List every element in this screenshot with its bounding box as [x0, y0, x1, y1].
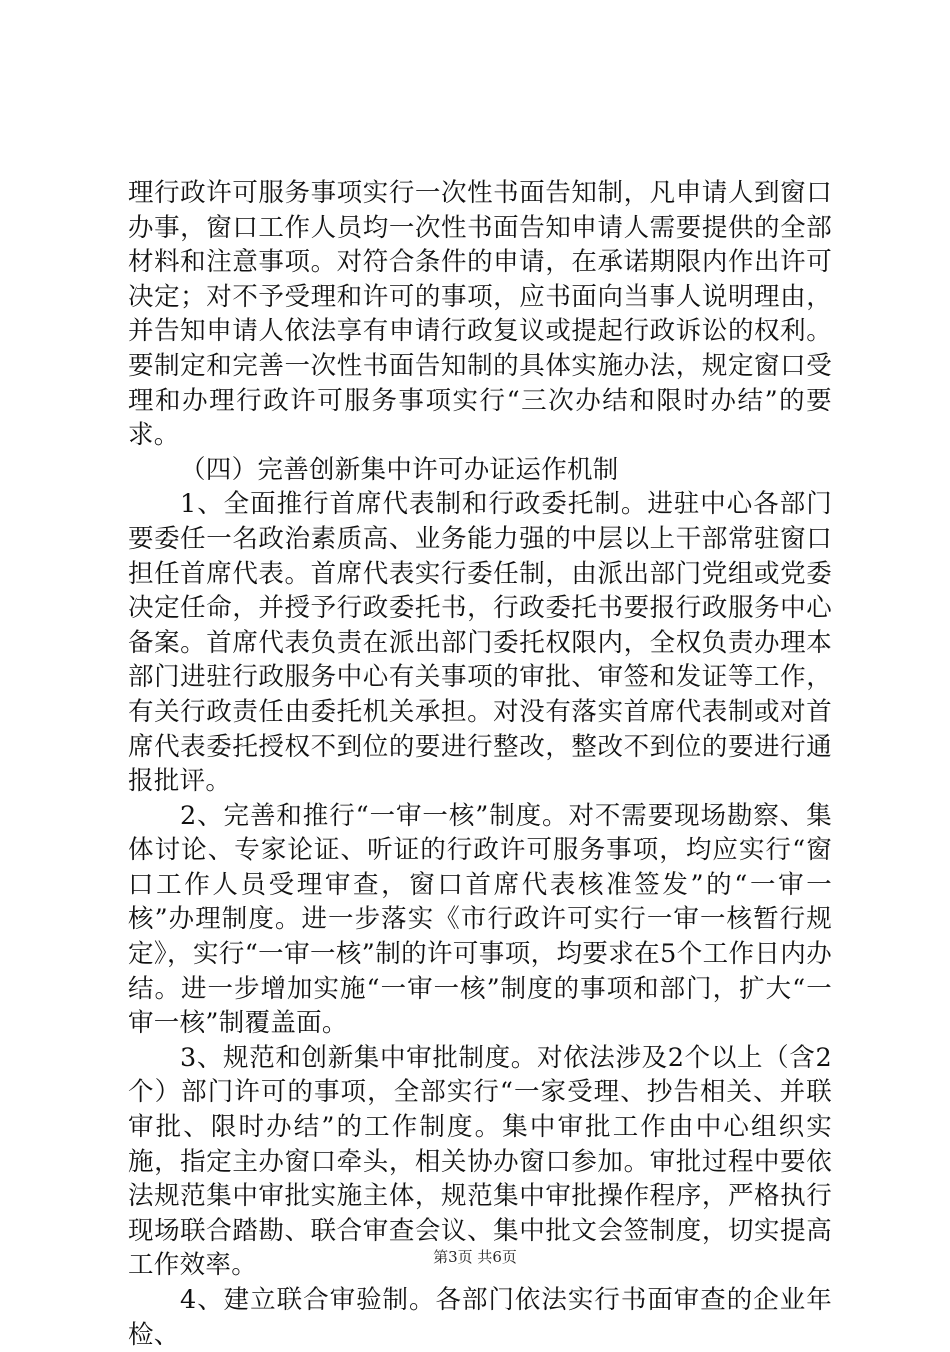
paragraph-item-4: 4、建立联合审验制。各部门依法实行书面审查的企业年检、	[128, 1285, 832, 1350]
page-footer: 第3页 共6页	[433, 1248, 517, 1266]
section-heading: （四）完善创新集中许可办证运作机制	[180, 454, 619, 485]
paragraph-item-1: 1、全面推行首席代表制和行政委托制。进驻中心各部门要委任一名政治素质高、业务能力强的中层以上干部常驻窗口担任首席代表。首席代表实行委任制，由派出部门党组或党委决定任命，并授予行政委托书，行政委托书要报行政服务中心备案。首席代表负责在派出部门委托权限内，全权负责办理本部门进驻行政服务中心有关事项的审批、审签和发证等工作，有关行政责任由委托机关承担。对没有落实首席代表制或对首席代表委托授权不到位的要进行整改，整改不到位的要进行通报批评。	[128, 489, 832, 797]
paragraph-item-2: 2、完善和推行“一审一核”制度。对不需要现场勘察、集体讨论、专家论证、听证的行政许可服务事项，均应实行“窗口工作人员受理审查，窗口首席代表核准签发”的“一审一核”办理制度。进一步落实《市行政许可实行一审一核暂行规定》，实行“一审一核”制的许可事项，均要求在5个工作日内办结。进一步增加实施“一审一核”制度的事项和部门，扩大“一审一核”制覆盖面。	[128, 800, 832, 1039]
paragraph-continuation: 理行政许可服务事项实行一次性书面告知制，凡申请人到窗口办事，窗口工作人员均一次性书面告知申请人需要提供的全部材料和注意事项。对符合条件的申请，在承诺期限内作出许可决定；对不予受理和许可的事项，应书面向当事人说明理由，并告知申请人依法享有申请行政复议或提起行政诉讼的权利。要制定和完善一次性书面告知制的具体实施办法，规定窗口受理和办理行政许可服务事项实行“三次办结和限时办结”的要求。	[128, 178, 832, 451]
document-body	[128, 176, 832, 1352]
paragraph-item-3: 3、规范和创新集中审批制度。对依法涉及2个以上（含2个）部门许可的事项，全部实行“一家受理、抄告相关、并联审批、限时办结”的工作制度。集中审批工作由中心组织实施，指定主办窗口牵头，相关协办窗口参加。审批过程中要依法规范集中审批实施主体，规范集中审批操作程序，严格执行现场联合踏勘、联合审查会议、集中批文会签制度，切实提高工作效率。	[128, 1042, 832, 1281]
